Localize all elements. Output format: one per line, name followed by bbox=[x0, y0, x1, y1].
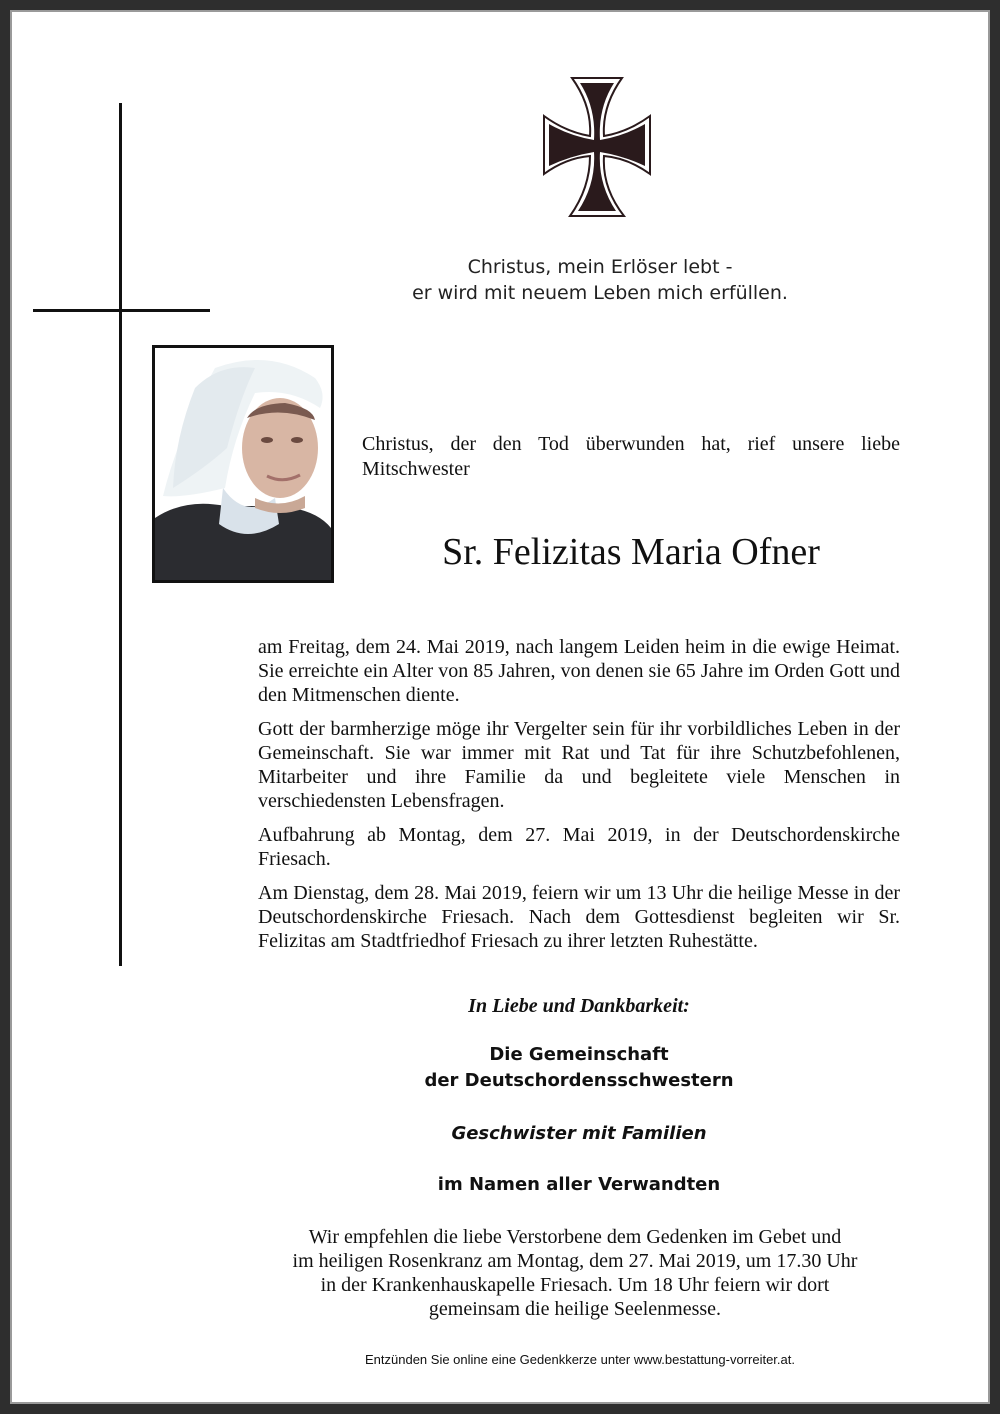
teutonic-cross-icon bbox=[540, 76, 654, 218]
paragraph-tribute: Gott der barmherzige möge ihr Vergelter sein für ihr vorbildliches Leben in der Gemeinschaft. Sie war immer mit Rat und Tat für ihre Schutzbefohlenen, Mitarbeiter und ihre Familie da und begleitete viele Menschen in verschiedensten Lebensfragen. bbox=[258, 718, 900, 812]
cross-horizontal-line bbox=[33, 309, 210, 312]
community-line-2: der Deutschordensschwestern bbox=[424, 1070, 734, 1091]
portrait-photo bbox=[152, 345, 334, 583]
motto bbox=[380, 254, 820, 306]
motto-line-1: Christus, mein Erlöser lebt - bbox=[467, 256, 733, 278]
mourners-relatives: im Namen aller Verwandten bbox=[437, 1174, 721, 1195]
deceased-name: Sr. Felizitas Maria Ofner bbox=[442, 531, 820, 573]
closing-line-3: in der Krankenhauskapelle Friesach. Um 18 Uhr feiern wir dort bbox=[320, 1274, 830, 1296]
closing-line-2: im heiligen Rosenkranz am Montag, dem 27. Mai 2019, um 17.30 Uhr bbox=[292, 1250, 858, 1272]
paragraph-viewing: Aufbahrung ab Montag, dem 27. Mai 2019, in der Deutschordenskirche Friesach. bbox=[258, 824, 900, 870]
thanks-heading: In Liebe und Dankbarkeit: bbox=[468, 995, 690, 1017]
cross-vertical-line bbox=[119, 103, 122, 966]
paragraph-funeral: Am Dienstag, dem 28. Mai 2019, feiern wir um 13 Uhr die heilige Messe in der Deutschordenskirche Friesach. Nach dem Gottesdienst begleiten wir Sr. Felizitas am Stadtfriedhof Friesach zu ihrer letzten Ruhestätte. bbox=[258, 882, 900, 952]
obituary-body bbox=[258, 635, 900, 963]
footer-note: Entzünden Sie online eine Gedenkkerze unter www.bestattung-vorreiter.at. bbox=[365, 1352, 795, 1367]
motto-line-2: er wird mit neuem Leben mich erfüllen. bbox=[412, 282, 788, 304]
mourners-community bbox=[258, 1042, 900, 1094]
portrait-illustration bbox=[155, 348, 331, 580]
closing-line-4: gemeinsam die heilige Seelenmesse. bbox=[428, 1298, 722, 1320]
closing-line-1: Wir empfehlen die liebe Verstorbene dem Gedenken im Gebet und bbox=[308, 1226, 842, 1248]
closing-text bbox=[200, 1225, 950, 1321]
paragraph-death: am Freitag, dem 24. Mai 2019, nach langem Leiden heim in die ewige Heimat. Sie erreichte ein Alter von 85 Jahren, von denen sie 65 Jahre im Orden Gott und den Mitmenschen diente. bbox=[258, 636, 900, 706]
intro-text: Christus, der den Tod überwunden hat, rief unsere liebe Mitschwester bbox=[362, 433, 900, 480]
mourners-siblings: Geschwister mit Familien bbox=[451, 1123, 707, 1144]
community-line-1: Die Gemeinschaft bbox=[489, 1044, 669, 1065]
